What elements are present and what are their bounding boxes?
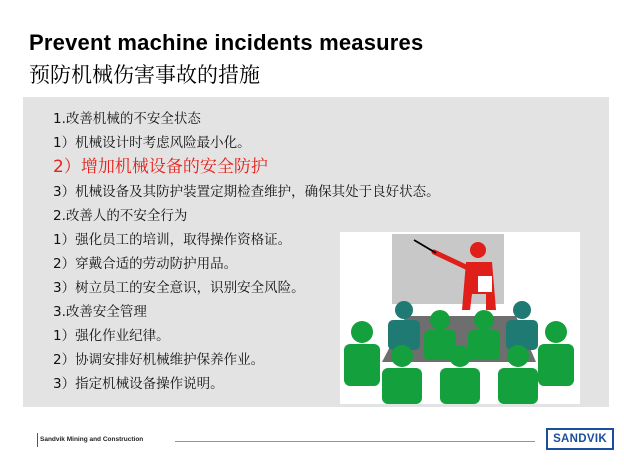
section-heading-1: 1.改善机械的不安全状态 <box>53 111 201 127</box>
list-item: 3）树立员工的安全意识，识别安全风险。 <box>53 280 305 296</box>
list-item-highlighted: 2）增加机械设备的安全防护 <box>53 157 268 177</box>
list-item: 1）强化员工的培训，取得操作资格证。 <box>53 232 292 248</box>
list-item: 1）机械设计时考虑风险最小化。 <box>53 135 251 151</box>
audience-front-row <box>382 345 538 404</box>
logo-text: SANDVIK <box>553 433 607 445</box>
footer-rule <box>175 441 535 442</box>
sandvik-logo <box>546 428 614 450</box>
footer-divider-tick <box>37 433 38 447</box>
section-heading-3: 3.改善安全管理 <box>53 304 147 320</box>
list-item: 1）强化作业纪律。 <box>53 328 170 344</box>
slide-title-zh: 预防机械伤害事故的措施 <box>29 63 260 87</box>
footer-company-name: Sandvik Mining and Construction <box>40 436 144 443</box>
presentation-meeting-icon <box>340 232 580 404</box>
list-item: 3）指定机械设备操作说明。 <box>53 376 224 392</box>
section-heading-2: 2.改善人的不安全行为 <box>53 208 188 224</box>
list-item: 2）协调安排好机械维护保养作业。 <box>53 352 265 368</box>
list-item: 3）机械设备及其防护装置定期检查维护，确保其处于良好状态。 <box>53 184 440 200</box>
list-item: 2）穿戴合适的劳动防护用品。 <box>53 256 238 272</box>
slide-title-en: Prevent machine incidents measures <box>29 30 424 55</box>
